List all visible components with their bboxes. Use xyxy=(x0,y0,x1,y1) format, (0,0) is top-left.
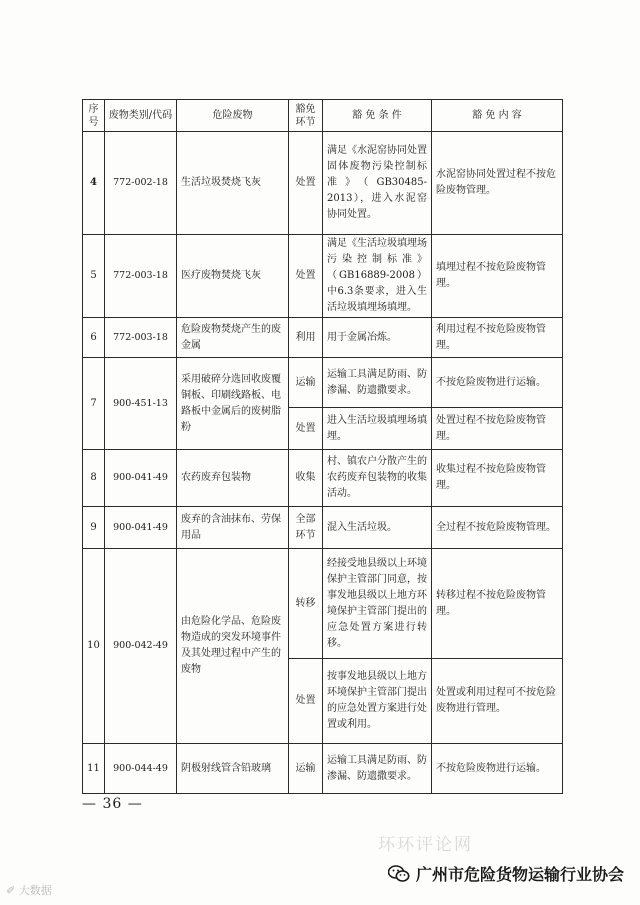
row-content: 全过程不按危险废物管理。 xyxy=(432,507,563,549)
row-waste: 危险废物焚烧产生的废金属 xyxy=(177,318,289,358)
source-text: 大数据 xyxy=(18,884,52,897)
row-conditions: 混入生活垃圾。 xyxy=(323,507,432,549)
row-code: 900-041-49 xyxy=(105,450,177,507)
row-waste: 生活垃圾焚烧飞灰 xyxy=(177,132,289,235)
row-waste: 由危险化学品、危险废物造成的突发环境事件及其处理过程中产生的废物 xyxy=(177,549,289,744)
table-row xyxy=(83,132,563,235)
row-code: 900-044-49 xyxy=(105,744,177,794)
row-code: 772-003-18 xyxy=(105,318,177,358)
table-header-row xyxy=(83,100,563,132)
row-stage: 利用 xyxy=(289,318,323,358)
table-row xyxy=(83,235,563,318)
row-stage: 处置 xyxy=(289,659,323,744)
table-row xyxy=(83,450,563,507)
row-code: 900-451-13 xyxy=(105,358,177,450)
wechat-icon xyxy=(388,865,410,883)
row-seq: 5 xyxy=(83,235,105,318)
publisher-name: 广州市危险货物运输行业协会 xyxy=(415,865,624,884)
row-stage: 转移 xyxy=(289,549,323,659)
table-row xyxy=(83,744,563,794)
row-stage: 收集 xyxy=(289,450,323,507)
row-content: 填埋过程不按危险废物管理。 xyxy=(432,235,563,318)
header-category: 废物类别/代码 xyxy=(105,100,177,132)
header-seq: 序号 xyxy=(83,100,105,132)
source-label xyxy=(6,882,52,898)
row-seq: 11 xyxy=(83,744,105,794)
row-stage: 全部环节 xyxy=(289,507,323,549)
row-seq: 6 xyxy=(83,318,105,358)
row-stage: 处置 xyxy=(289,132,323,235)
row-seq: 7 xyxy=(83,358,105,450)
header-stage: 豁免环节 xyxy=(289,100,323,132)
table-row xyxy=(83,549,563,659)
row-conditions: 满足《水泥窑协同处置固体废物污染控制标准》（GB30485-2013），进入水泥窑协同处置。 xyxy=(323,132,432,235)
row-content: 水泥窑协同处置过程不按危险废物管理。 xyxy=(432,132,563,235)
table-row xyxy=(83,358,563,408)
row-content: 不按危险废物进行运输。 xyxy=(432,744,563,794)
row-seq: 8 xyxy=(83,450,105,507)
row-conditions: 运输工具满足防雨、防渗漏、防遗撒要求。 xyxy=(323,358,432,408)
source-icon: ✐ xyxy=(6,884,19,897)
row-seq: 9 xyxy=(83,507,105,549)
watermark-text: 环环评论网 xyxy=(378,835,473,855)
page-number: — 36 — xyxy=(82,796,143,812)
row-waste: 农药废弃包装物 xyxy=(177,450,289,507)
row-conditions: 满足《生活垃圾填埋场污染控制标准》（GB16889-2008）中6.3条要求，进入生活垃圾填埋场填埋。 xyxy=(323,235,432,318)
row-stage: 处置 xyxy=(289,235,323,318)
header-content: 豁 免 内 容 xyxy=(432,100,563,132)
header-waste: 危险废物 xyxy=(177,100,289,132)
row-conditions: 村、镇农户分散产生的农药废弃包装物的收集活动。 xyxy=(323,450,432,507)
row-conditions: 运输工具满足防雨、防渗漏、防遗撒要求。 xyxy=(323,744,432,794)
header-conditions: 豁 免 条 件 xyxy=(323,100,432,132)
row-waste: 采用破碎分选回收废覆铜板、印刷线路板、电路板中金属后的废树脂粉 xyxy=(177,358,289,450)
row-code: 772-003-18 xyxy=(105,235,177,318)
row-content: 转移过程不按危险废物管理。 xyxy=(432,549,563,659)
row-waste: 废弃的含油抹布、劳保用品 xyxy=(177,507,289,549)
row-content: 收集过程不按危险废物管理。 xyxy=(432,450,563,507)
row-seq: 4 xyxy=(83,132,105,235)
row-conditions: 进入生活垃圾填埋场填埋。 xyxy=(323,408,432,450)
row-conditions: 用于金属冶炼。 xyxy=(323,318,432,358)
publisher-badge[interactable] xyxy=(388,862,624,885)
row-code: 900-042-49 xyxy=(105,549,177,744)
row-code: 900-041-49 xyxy=(105,507,177,549)
row-content: 处置过程不按危险废物管理。 xyxy=(432,408,563,450)
row-stage: 运输 xyxy=(289,358,323,408)
row-code: 772-002-18 xyxy=(105,132,177,235)
row-conditions: 经接受地县级以上环境保护主管部门同意，按事发地县级以上地方环境保护主管部门提出的应急处置方案进行转移。 xyxy=(323,549,432,659)
table-row xyxy=(83,507,563,549)
exemption-table xyxy=(82,99,563,794)
row-stage: 运输 xyxy=(289,744,323,794)
row-seq: 10 xyxy=(83,549,105,744)
row-conditions: 按事发地县级以上地方环境保护主管部门提出的应急处置方案进行处置或利用。 xyxy=(323,659,432,744)
table-row xyxy=(83,318,563,358)
row-content: 利用过程不按危险废物管理。 xyxy=(432,318,563,358)
row-content: 不按危险废物进行运输。 xyxy=(432,358,563,408)
row-content: 处置或利用过程可不按危险废物进行管理。 xyxy=(432,659,563,744)
row-waste: 医疗废物焚烧飞灰 xyxy=(177,235,289,318)
row-stage: 处置 xyxy=(289,408,323,450)
row-waste: 阴极射线管含铅玻璃 xyxy=(177,744,289,794)
